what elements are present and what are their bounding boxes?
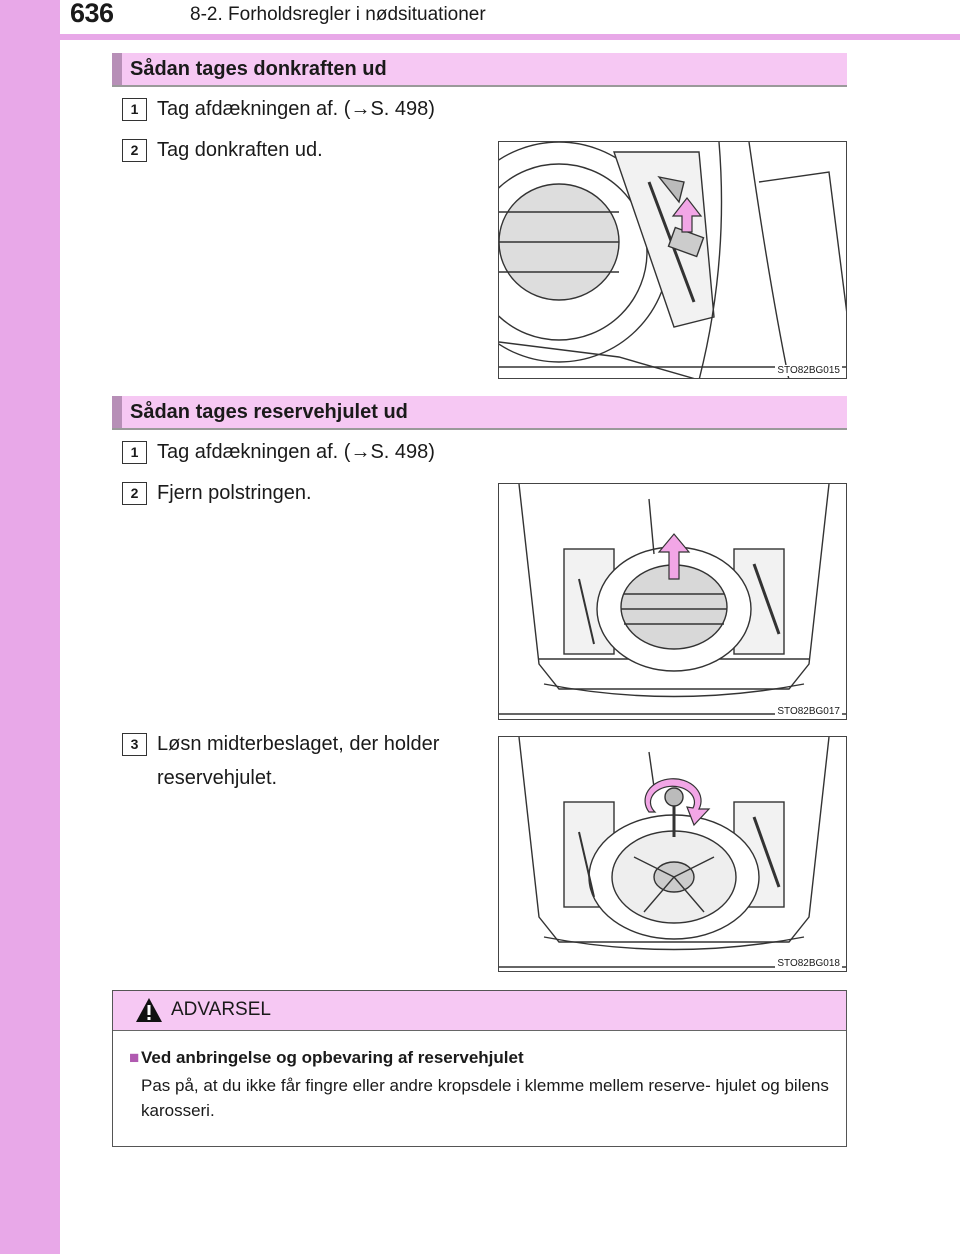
figure-code: STO82BG015 xyxy=(777,365,840,376)
chapter-title: 8-2. Forholdsregler i nødsituationer xyxy=(190,4,486,25)
page-number: 636 xyxy=(70,0,114,28)
section-heading-jack xyxy=(112,53,847,87)
trunk-jack-drawing xyxy=(499,142,847,379)
warning-heading: Ved anbringelse og opbevaring af reservehjulet xyxy=(141,1048,524,1067)
step-number: 1 xyxy=(122,441,147,464)
figure-code: STO82BG017 xyxy=(777,706,840,717)
section-title: Sådan tages reservehjulet ud xyxy=(130,401,408,423)
step-text: Tag afdækningen af. (→S. 498) xyxy=(157,441,435,463)
step-number: 1 xyxy=(122,98,147,121)
section-title: Sådan tages donkraften ud xyxy=(130,58,387,80)
center-fastener-illustration xyxy=(498,736,847,972)
jack-illustration xyxy=(498,141,847,379)
warning-header xyxy=(113,991,846,1031)
step-text: Tag afdækningen af. (→S. 498) xyxy=(157,98,435,120)
header-rule xyxy=(0,34,960,40)
figure-code: STO82BG018 xyxy=(777,958,840,969)
step-text: Fjern polstringen. xyxy=(157,482,312,504)
step-text: Løsn midterbeslaget, der holder reservehjulet. xyxy=(157,733,440,789)
section-heading-spare-wheel xyxy=(112,396,847,430)
padding-illustration xyxy=(498,483,847,720)
trunk-padding-drawing xyxy=(499,484,847,720)
trunk-spare-wheel-drawing xyxy=(499,737,847,972)
warning-triangle-icon xyxy=(135,997,163,1023)
warning-box xyxy=(112,990,847,1147)
side-margin-bar xyxy=(0,0,60,1254)
step-number: 2 xyxy=(122,139,147,162)
step-number: 2 xyxy=(122,482,147,505)
step-text: Tag donkraften ud. xyxy=(157,139,323,161)
square-bullet-icon: ■ xyxy=(129,1048,140,1067)
step-number: 3 xyxy=(122,733,147,756)
warning-body: Pas på, at du ikke får fingre eller andre kropsdele i klemme mellem reserve- hjulet og bilens karosseri. xyxy=(141,1076,829,1120)
warning-title: ADVARSEL xyxy=(171,999,271,1020)
